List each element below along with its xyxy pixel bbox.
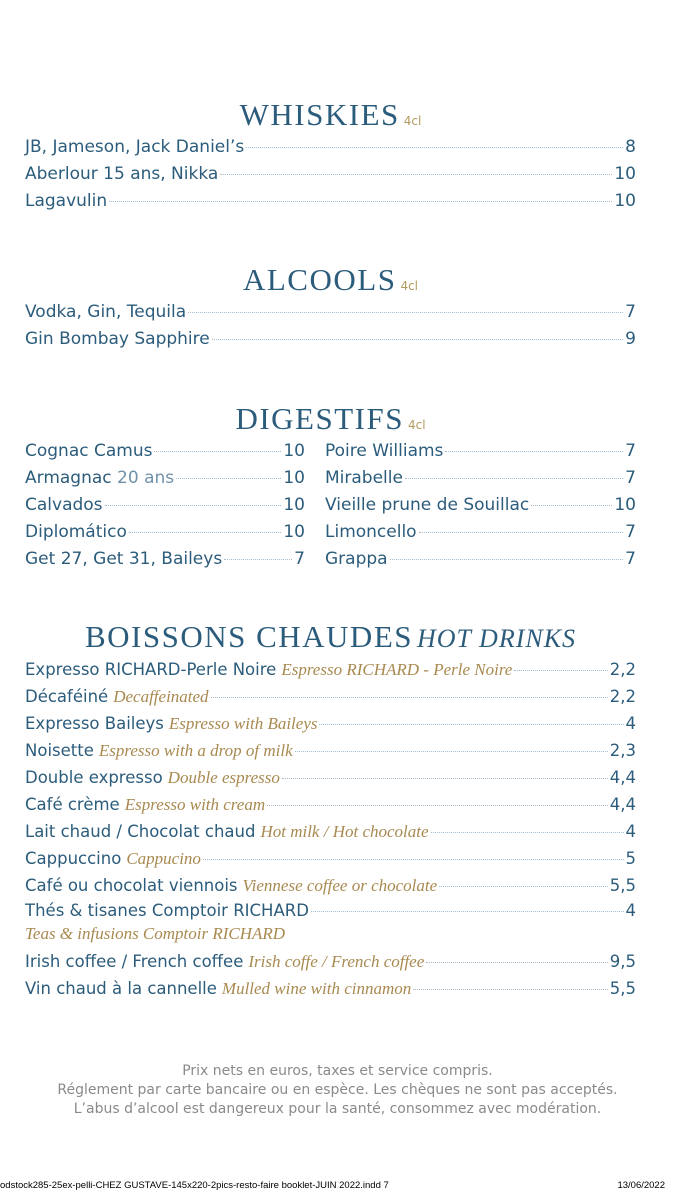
dot-leader <box>224 559 292 560</box>
menu-row <box>325 519 636 546</box>
item-price: 7 <box>294 549 305 569</box>
dot-leader <box>282 778 608 779</box>
item-price: 2,2 <box>609 687 636 706</box>
item-price: 10 <box>283 468 305 488</box>
menu-row <box>25 519 305 546</box>
whiskies-heading <box>25 98 636 132</box>
item-price: 4 <box>625 822 636 841</box>
menu-row <box>25 465 305 492</box>
footer-notice <box>0 1062 675 1119</box>
dot-leader <box>531 505 612 506</box>
item-name: Expresso RICHARD-Perle Noire <box>25 660 277 679</box>
item-name: Poire Williams <box>325 441 444 461</box>
footer-line-payment: Réglement par carte bancaire ou en espèce. Les chèques ne sont pas acceptés. <box>57 1082 618 1098</box>
item-name-en: Irish coffe / French coffee <box>248 952 425 971</box>
hot-drinks-section <box>25 620 636 1002</box>
dot-leader <box>154 451 281 452</box>
item-price: 9 <box>625 329 636 349</box>
dot-leader <box>295 751 608 752</box>
dot-leader <box>439 886 608 887</box>
item-name-en: Espresso with cream <box>124 795 266 814</box>
item-name: Calvados <box>25 495 103 515</box>
item-price: 4 <box>625 714 636 733</box>
menu-row <box>25 683 636 710</box>
item-price: 4 <box>625 901 636 920</box>
item-name-en: Double espresso <box>167 768 280 787</box>
item-name: Limoncello <box>325 522 417 542</box>
item-name: Vodka, Gin, Tequila <box>25 302 187 322</box>
item-price: 7 <box>625 522 636 542</box>
menu-row <box>25 737 636 764</box>
item-name-en: Hot milk / Hot chocolate <box>260 822 429 841</box>
item-name: Noisette <box>25 741 94 760</box>
item-name <box>25 465 174 492</box>
dot-leader <box>267 805 608 806</box>
dot-leader <box>319 724 623 725</box>
digestifs-left-column <box>25 438 305 573</box>
item-name: Cognac Camus <box>25 441 153 461</box>
menu-row <box>325 465 636 492</box>
item-price: 7 <box>625 302 636 322</box>
menu-row <box>25 818 636 845</box>
item-name-en: Cappucino <box>126 849 201 868</box>
slug-date: 13/06/2022 <box>617 1180 665 1191</box>
dot-leader <box>176 478 281 479</box>
menu-row <box>25 299 636 326</box>
item-name: Irish coffee / French coffee <box>25 952 244 971</box>
dot-leader <box>413 989 608 990</box>
item-name: Vin chaud à la cannelle <box>25 979 217 998</box>
item-price: 4,4 <box>609 795 636 814</box>
dot-leader <box>405 478 623 479</box>
menu-row <box>25 161 636 188</box>
alcools-unit: 4cl <box>400 279 419 293</box>
menu-row <box>25 764 636 791</box>
dot-leader <box>203 859 624 860</box>
item-name: Décaféiné <box>25 687 109 706</box>
whiskies-unit: 4cl <box>403 114 422 128</box>
item-name: Grappa <box>325 549 388 569</box>
menu-row <box>25 656 636 683</box>
item-name: Get 27, Get 31, Baileys <box>25 549 223 569</box>
digestifs-title: DIGESTIFS <box>235 401 404 436</box>
dot-leader <box>390 559 624 560</box>
menu-row <box>25 948 636 975</box>
dot-leader <box>431 832 624 833</box>
item-name: Lagavulin <box>25 191 108 211</box>
menu-row <box>25 188 636 215</box>
dot-leader <box>311 911 624 912</box>
item-price: 10 <box>283 495 305 515</box>
item-name-main: Armagnac <box>25 468 112 488</box>
menu-row <box>25 492 305 519</box>
item-name: Thés & tisanes Comptoir RICHARD <box>25 901 309 920</box>
item-price: 5,5 <box>609 876 636 895</box>
item-price: 10 <box>614 191 636 211</box>
digestifs-heading <box>25 402 636 436</box>
alcools-heading <box>25 263 636 297</box>
dot-leader <box>220 174 612 175</box>
dot-leader <box>212 339 623 340</box>
digestifs-columns <box>25 438 636 573</box>
dot-leader <box>426 962 607 963</box>
whiskies-title: WHISKIES <box>239 97 400 132</box>
menu-row <box>25 710 636 737</box>
item-price: 7 <box>625 441 636 461</box>
menu-row <box>325 438 636 465</box>
footer-line-prices: Prix nets en euros, taxes et service compris. <box>182 1063 493 1079</box>
digestifs-unit: 4cl <box>407 418 426 432</box>
item-name-en: Viennese coffee or chocolate <box>242 876 438 895</box>
item-name-en: Decaffeinated <box>113 687 209 706</box>
footer-line-alcohol-warning: L’abus d’alcool est dangereux pour la santé, consommez avec modération. <box>73 1101 602 1117</box>
item-name: Café crème <box>25 795 120 814</box>
item-name: Vieille prune de Souillac <box>325 495 530 515</box>
hot-drinks-heading <box>25 620 636 654</box>
item-name: Double expresso <box>25 768 163 787</box>
whiskies-section <box>25 98 636 215</box>
item-price: 5 <box>625 849 636 868</box>
menu-row <box>25 546 305 573</box>
item-name: JB, Jameson, Jack Daniel’s <box>25 137 245 157</box>
hot-drinks-title-en: HOT DRINKS <box>417 624 577 653</box>
dot-leader <box>246 147 623 148</box>
menu-row <box>325 492 636 519</box>
item-name: Café ou chocolat viennois <box>25 876 238 895</box>
item-price: 10 <box>614 164 636 184</box>
item-price: 7 <box>625 468 636 488</box>
menu-row <box>25 326 636 353</box>
menu-row <box>25 845 636 872</box>
digestifs-section <box>25 402 636 573</box>
item-name-en: Espresso RICHARD - Perle Noire <box>281 660 513 679</box>
item-price: 2,2 <box>609 660 636 679</box>
item-name: Lait chaud / Chocolat chaud <box>25 822 256 841</box>
item-price: 9,5 <box>609 952 636 971</box>
menu-row <box>25 975 636 1002</box>
menu-row <box>25 899 636 923</box>
item-price: 2,3 <box>609 741 636 760</box>
item-name-en: Mulled wine with cinnamon <box>221 979 412 998</box>
slug-filename: odstock285-25ex-pelli-CHEZ GUSTAVE-145x220-2pics-resto-faire booklet-JUIN 2022.indd 7 <box>0 1180 389 1191</box>
alcools-section <box>25 263 636 353</box>
item-price: 8 <box>625 137 636 157</box>
item-name-en: Teas & infusions Comptoir RICHARD <box>25 924 286 943</box>
dot-leader <box>419 532 624 533</box>
item-name: Aberlour 15 ans, Nikka <box>25 164 219 184</box>
item-price: 7 <box>625 549 636 569</box>
dot-leader <box>211 697 608 698</box>
item-price: 10 <box>283 441 305 461</box>
dot-leader <box>129 532 282 533</box>
menu-row <box>25 872 636 899</box>
item-name: Gin Bombay Sapphire <box>25 329 210 349</box>
dot-leader <box>105 505 282 506</box>
menu-row <box>25 791 636 818</box>
item-name: Expresso Baileys <box>25 714 164 733</box>
dot-leader <box>514 670 607 671</box>
hot-drinks-title: BOISSONS CHAUDES <box>84 619 413 654</box>
item-name-en: Espresso with Baileys <box>168 714 318 733</box>
item-name-en: Espresso with a drop of milk <box>98 741 293 760</box>
menu-row <box>25 438 305 465</box>
item-price: 5,5 <box>609 979 636 998</box>
item-price: 4,4 <box>609 768 636 787</box>
menu-row <box>325 546 636 573</box>
dot-leader <box>109 201 612 202</box>
item-name: Mirabelle <box>325 468 403 488</box>
item-price: 10 <box>614 495 636 515</box>
menu-row <box>25 134 636 161</box>
digestifs-right-column <box>325 438 636 573</box>
alcools-title: ALCOOLS <box>242 262 397 297</box>
dot-leader <box>188 312 623 313</box>
item-price: 10 <box>283 522 305 542</box>
item-name-age: 20 ans <box>117 468 175 488</box>
dot-leader <box>445 451 623 452</box>
item-name: Diplomático <box>25 522 127 542</box>
item-name: Cappuccino <box>25 849 122 868</box>
